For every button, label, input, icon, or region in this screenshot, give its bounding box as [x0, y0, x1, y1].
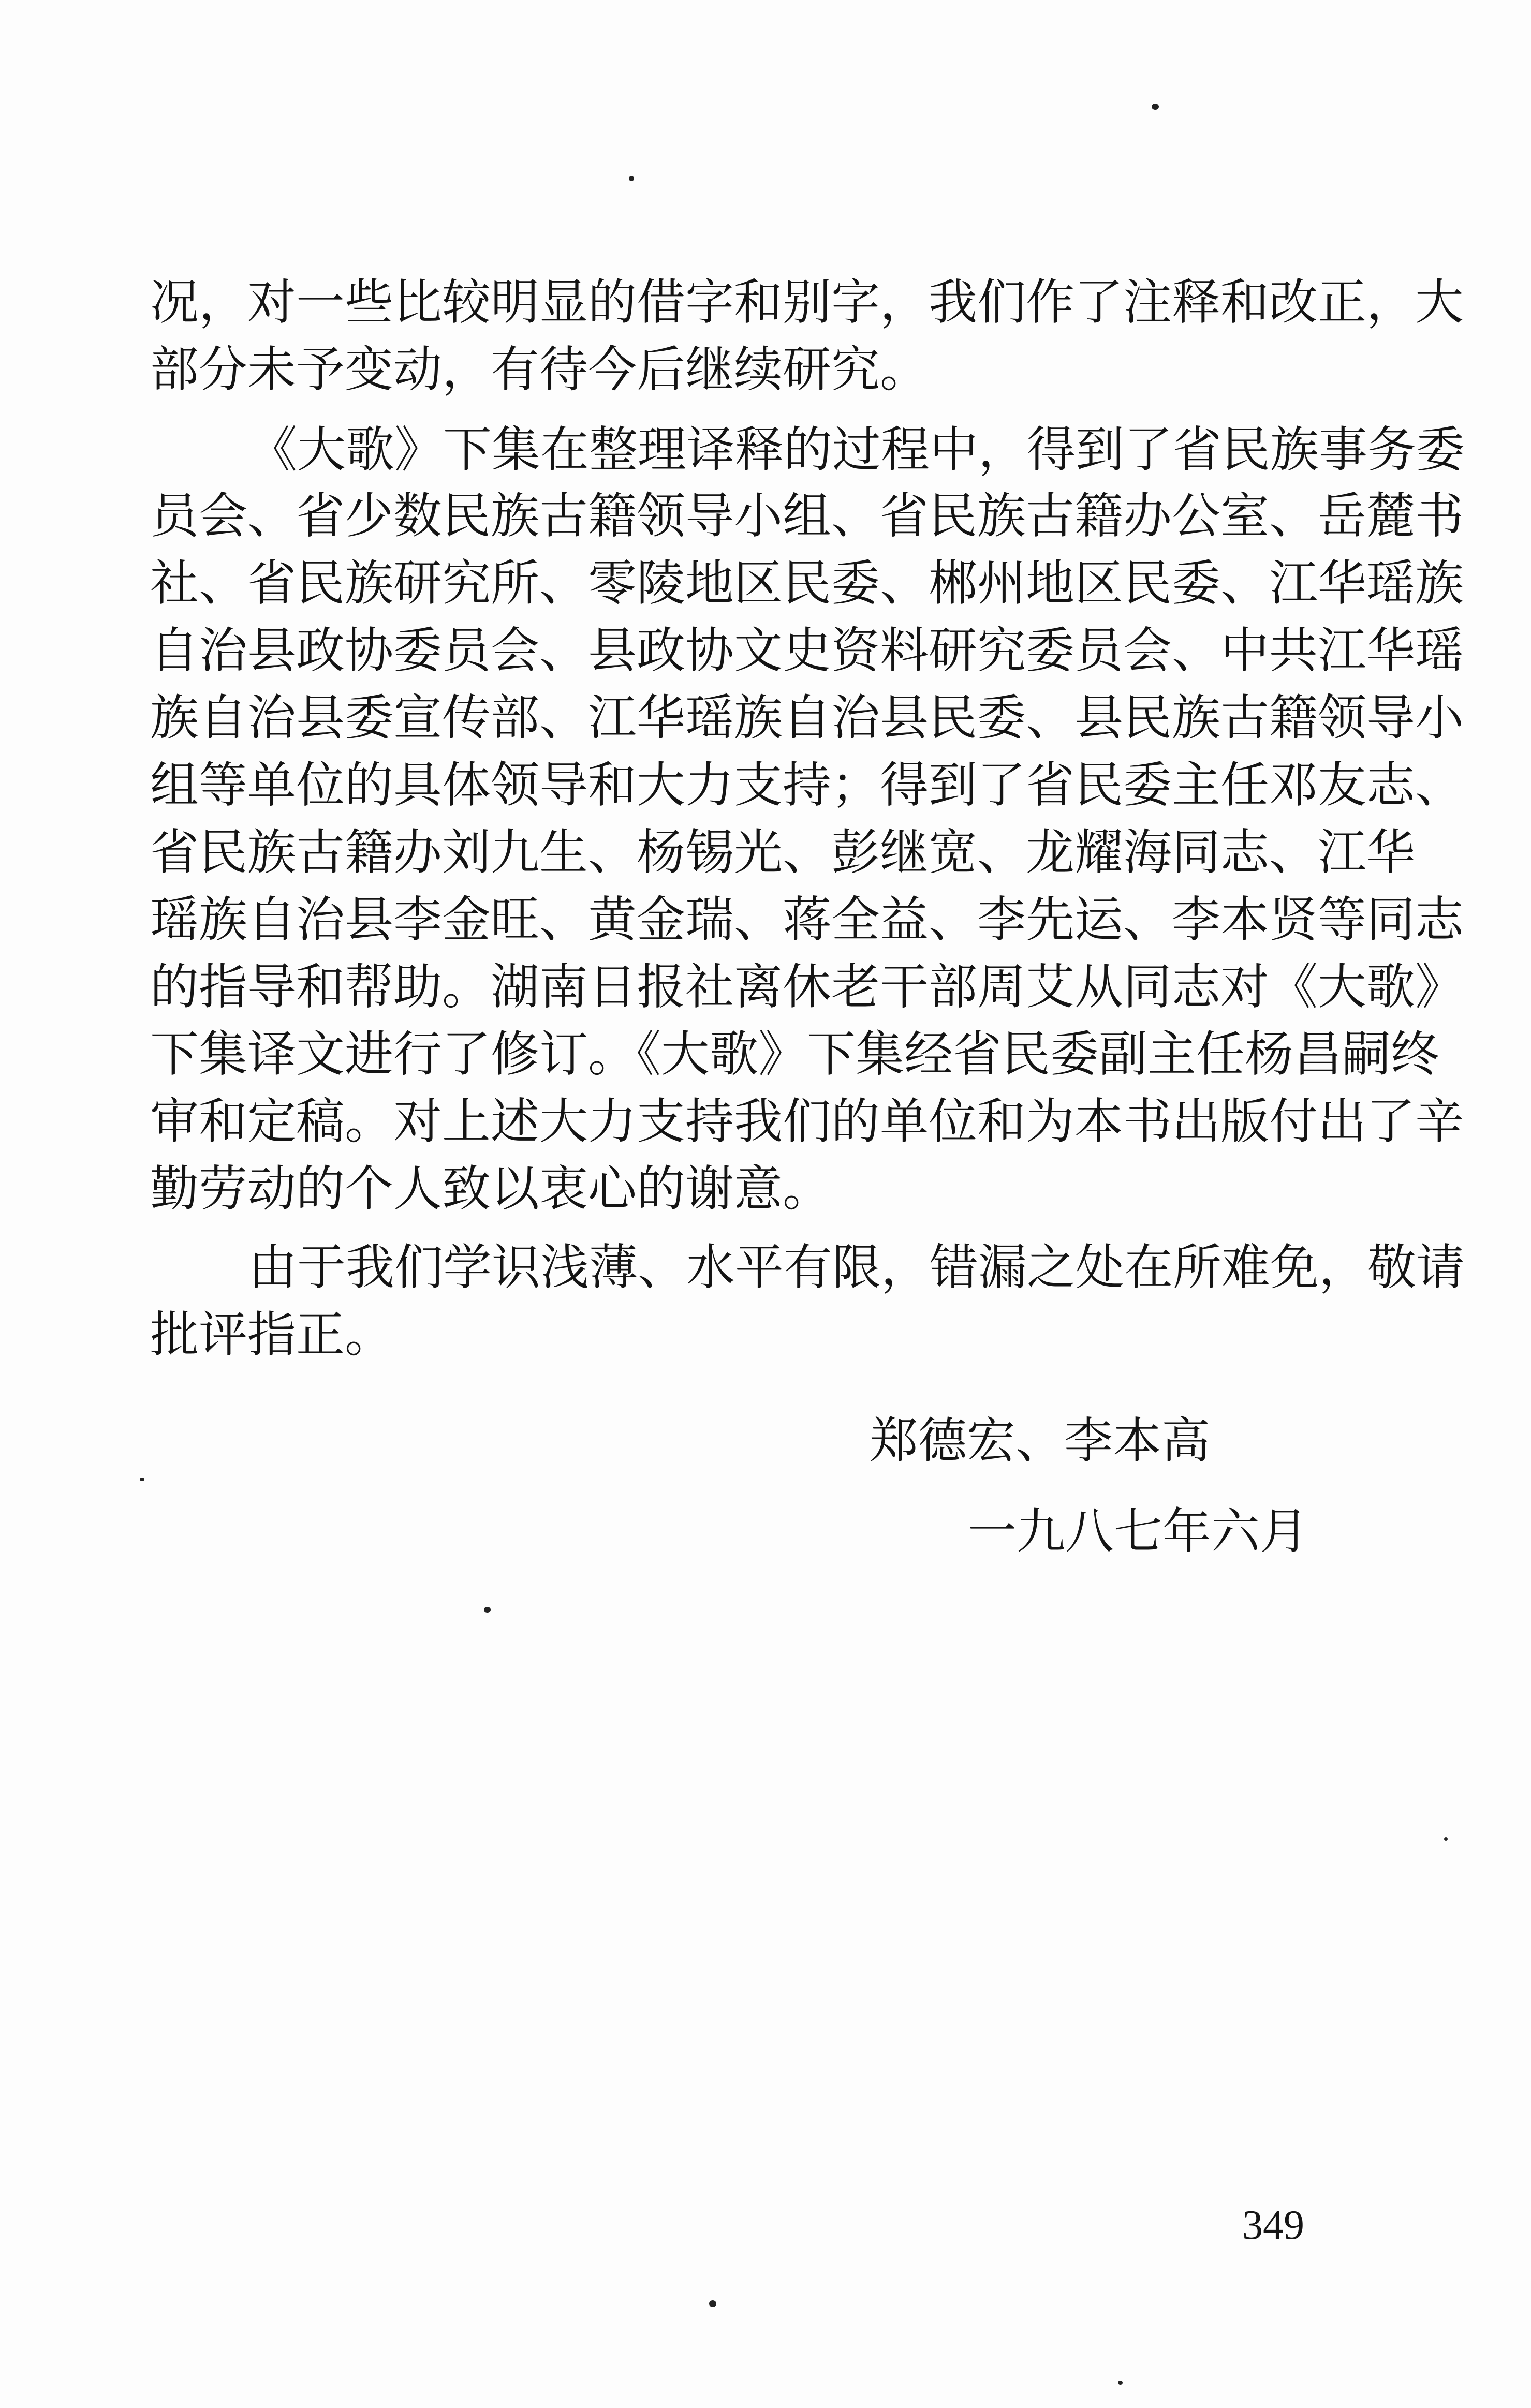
scan-speck — [1152, 104, 1159, 110]
scan-speck — [709, 2300, 716, 2307]
text-line: 的指导和帮助。湖南日报社离休老干部周艾从同志对《大歌》 — [150, 959, 1464, 1015]
text-line: 勤劳动的个人致以衷心的谢意。 — [150, 1161, 832, 1217]
text-line: 由于我们学识浅薄、水平有限，错漏之处在所难免，敬请 — [248, 1239, 1465, 1296]
scan-speck — [1444, 1837, 1448, 1841]
text-line: 审和定稿。对上述大力支持我们的单位和为本书出版付出了辛 — [150, 1094, 1464, 1150]
text-line: 族自治县委宣传部、江华瑶族自治县民委、县民族古籍领导小 — [150, 690, 1464, 746]
text-line: 瑶族自治县李金旺、黄金瑞、蒋全益、李先运、李本贤等同志 — [150, 892, 1464, 948]
scan-speck — [484, 1607, 491, 1613]
text-line: 况，对一些比较明显的借字和别字，我们作了注释和改正，大 — [150, 274, 1464, 331]
page-number: 349 — [1242, 2203, 1304, 2248]
scan-speck — [629, 176, 634, 181]
text-line: 自治县政协委员会、县政协文史资料研究委员会、中共江华瑶 — [150, 623, 1464, 679]
text-line: 批评指正。 — [150, 1307, 394, 1363]
signature-date: 一九八七年六月 — [968, 1503, 1309, 1560]
text-line: 社、省民族研究所、零陵地区民委、郴州地区民委、江华瑶族 — [150, 555, 1464, 612]
scan-speck — [140, 1478, 144, 1481]
text-line: 员会、省少数民族古籍领导小组、省民族古籍办公室、岳麓书 — [150, 488, 1464, 544]
text-line: 组等单位的具体领导和大力支持；得到了省民委主任邓友志、 — [150, 757, 1464, 814]
text-line: 下集译文进行了修订。《大歌》下集经省民委副主任杨昌嗣终 — [150, 1026, 1440, 1083]
text-line: 部分未予变动，有待今后继续研究。 — [150, 342, 929, 398]
text-line: 省民族古籍办刘九生、杨锡光、彭继宽、龙耀海同志、江华 — [150, 824, 1416, 881]
text-line: 《大歌》下集在整理译释的过程中，得到了省民族事务委 — [248, 422, 1465, 478]
signature-authors: 郑德宏、李本高 — [870, 1413, 1211, 1469]
scan-speck — [1118, 2381, 1123, 2385]
